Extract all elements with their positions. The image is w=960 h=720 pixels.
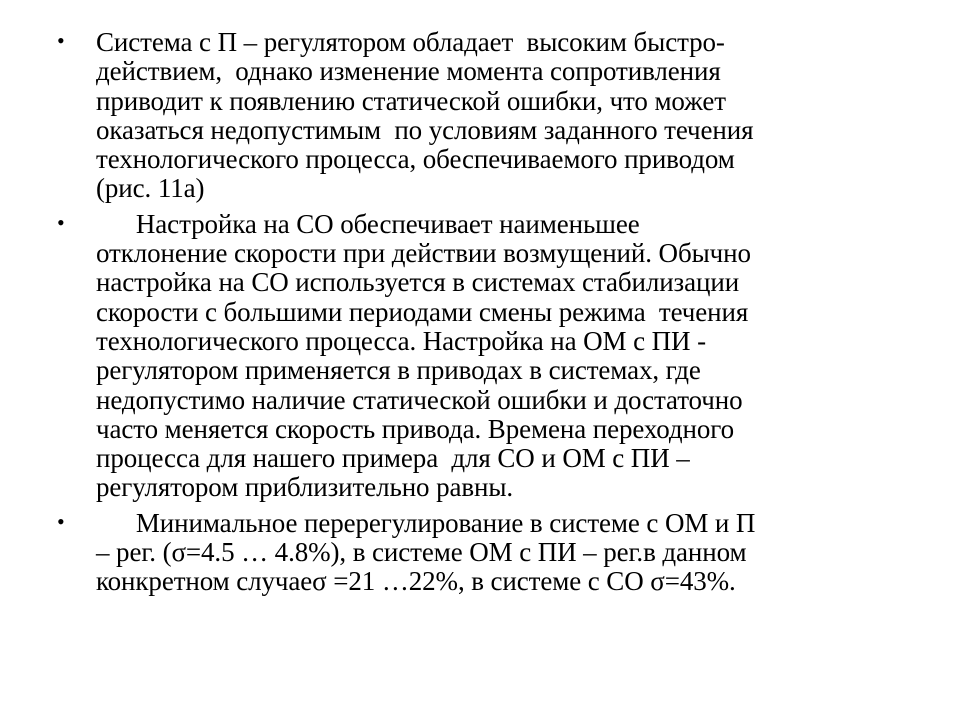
text-line: процесса для нашего примера для СО и ОМ с ПИ – — [96, 443, 690, 474]
text-line: технологического процесса. Настройка на ОМ с ПИ - — [96, 325, 706, 356]
text-line: действием, однако изменение момента сопротивления — [96, 56, 721, 87]
text-line: оказаться недопустимым по условиям заданного течения — [96, 114, 754, 145]
text-line: регулятором применяется в приводах в системах, где — [96, 355, 701, 386]
text-line: (рис. 11а) — [96, 173, 205, 204]
text-line: технологического процесса, обеспечиваемого приводом — [96, 144, 735, 175]
bullet-text — [96, 210, 927, 503]
text-line: недопустимо наличие статической ошибки и достаточно — [96, 384, 743, 415]
text-line: регулятором приблизительно равны. — [96, 472, 514, 503]
text-line: Минимальное перерегулирование в системе с ОМ и П — [96, 507, 756, 538]
text-line: настройка на СО используется в системах стабилизации — [96, 267, 740, 298]
text-line: часто меняется скорость привода. Времена переходного — [96, 413, 734, 444]
bullet-dot-icon: • — [57, 28, 65, 53]
bullet-text — [96, 28, 927, 204]
text-line: – рег. (σ=4.5 … 4.8%), в системе ОМ с ПИ – рег.в данном — [96, 537, 747, 568]
bullet-item — [57, 28, 927, 204]
bullet-dot-icon: • — [57, 508, 65, 534]
text-line: скорости с большими периодами смены режима течения — [96, 296, 749, 327]
text-line: Настройка на СО обеспечивает наименьшее — [96, 208, 640, 239]
text-line: Система с П – регулятором обладает высоким быстро- — [96, 27, 725, 57]
bullet-item — [57, 210, 927, 503]
text-line: отклонение скорости при действии возмущений. Обычно — [96, 238, 751, 269]
bullet-item — [57, 509, 927, 597]
bullet-text — [96, 509, 927, 597]
text-line: конкретном случаеσ =21 …22%, в системе с СО σ=43%. — [96, 566, 736, 597]
bullet-list — [57, 28, 927, 603]
bullet-dot-icon: • — [57, 209, 65, 235]
text-line: приводит к появлению статической ошибки, что может — [96, 85, 726, 116]
